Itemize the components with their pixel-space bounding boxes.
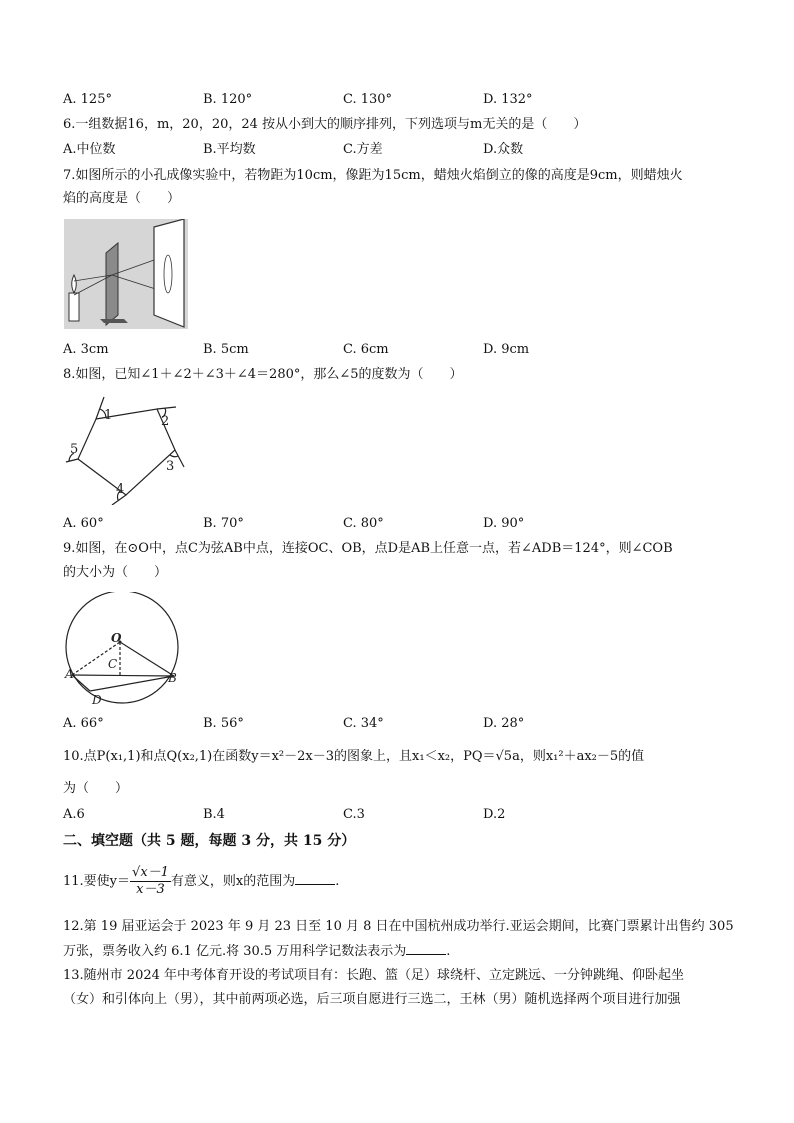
q11-denominator: x－3 (136, 882, 165, 897)
angle-label-3: 3 (166, 459, 175, 474)
q10-question-line1: 10.点P(x₁,1)和点Q(x₂,1)在函数y＝x²－2x－3的图象上，且x₁＜x₂，PQ＝√5a，则x₁²＋ax₂－5的值 (63, 749, 645, 764)
pentagon-angles-figure (64, 395, 188, 505)
q8-question: 8.如图，已知∠1＋∠2＋∠3＋∠4＝280°，那么∠5的度数为（ ） (63, 367, 463, 382)
q8-option-d: D. 90° (483, 516, 525, 531)
q7-option-a: A. 3cm (63, 342, 109, 357)
q7-question-line2: 焰的高度是（ ） (63, 191, 181, 206)
circle-chord-figure (64, 592, 188, 710)
q10-option-a: A.6 (63, 807, 85, 822)
q13-question-line1: 13.随州市 2024 年中考体育开设的考试项目有：长跑、篮（足）球绕杆、立定跳远、一分钟跳绳、仰卧起坐 (63, 968, 685, 983)
q8-option-c: C. 80° (343, 516, 384, 531)
angle-label-1: 1 (104, 408, 113, 423)
q9-option-d: D. 28° (483, 716, 525, 731)
point-label-b: B (168, 671, 177, 685)
q12-question-line2 (63, 942, 450, 961)
q5-option-c: C. 130° (343, 92, 393, 107)
q7-option-c: C. 6cm (343, 342, 389, 357)
q7-option-b: B. 5cm (203, 342, 249, 357)
q5-option-a: A. 125° (63, 92, 112, 107)
q6-option-d: D.众数 (483, 142, 524, 157)
q6-question: 6.一组数据16，m，20，20，24 按从小到大的顺序排列，下列选项与m无关的是（ ） (63, 117, 587, 132)
q11-answer-blank[interactable] (295, 872, 335, 885)
point-label-o: O (111, 631, 122, 645)
point-label-c: C (108, 657, 118, 671)
q5-option-d: D. 132° (483, 92, 533, 107)
point-label-a: A (65, 667, 74, 681)
q11-question (63, 864, 339, 900)
q9-option-b: B. 56° (203, 716, 244, 731)
q7-question-line1: 7.如图所示的小孔成像实验中，若物距为10cm，像距为15cm，蜡烛火焰倒立的像的高度是9cm，则蜡烛火 (63, 168, 683, 183)
q10-option-d: D.2 (483, 807, 506, 822)
angle-label-5: 5 (70, 442, 79, 457)
q6-option-a: A.中位数 (63, 142, 116, 157)
point-label-d: D (92, 693, 102, 707)
q10-question-line2: 为（ ） (63, 781, 129, 796)
q10-option-c: C.3 (343, 807, 365, 822)
angle-label-2: 2 (161, 414, 170, 429)
q12-answer-blank[interactable] (406, 942, 446, 955)
q9-option-a: A. 66° (63, 716, 104, 731)
pinhole-camera-figure (64, 219, 188, 329)
q8-option-a: A. 60° (63, 516, 104, 531)
angle-label-4: 4 (116, 482, 125, 497)
q11-suffix: 有意义，则x的范围为 (170, 874, 296, 889)
q6-option-b: B.平均数 (203, 142, 256, 157)
q12-question-line1: 12.第 19 届亚运会于 2023 年 9 月 23 日至 10 月 8 日在中国杭州成功举行.亚运会期间，比赛门票累计出售约 305 (63, 919, 734, 934)
q12-line2-text: 万张，票务收入约 6.1 亿元.将 30.5 万用科学记数法表示为 (63, 944, 407, 959)
q13-question-line2: （女）和引体向上（男），其中前两项必选，后三项自愿进行三选二，王林（男）随机选择两个项目进行加强 (63, 992, 681, 1007)
q10-option-b: B.4 (203, 807, 225, 822)
q9-option-c: C. 34° (343, 716, 384, 731)
q11-numerator: √x－1 (132, 865, 169, 880)
q11-fraction (130, 865, 171, 898)
q6-option-c: C.方差 (343, 142, 383, 157)
q7-option-d: D. 9cm (483, 342, 530, 357)
q11-end: . (335, 874, 340, 889)
q9-question-line2: 的大小为（ ） (63, 565, 168, 580)
q9-question-line1: 9.如图，在⊙O中，点C为弦AB中点，连接OC、OB，点D是AB上任意一点，若∠ADB＝124°，则∠COB (63, 541, 673, 556)
q12-end: . (446, 944, 451, 959)
q11-prefix: 11.要使y＝ (63, 874, 131, 889)
q8-option-b: B. 70° (203, 516, 244, 531)
section2-title: 二、填空题（共 5 题，每题 3 分，共 15 分） (63, 833, 356, 849)
q5-option-b: B. 120° (203, 92, 253, 107)
